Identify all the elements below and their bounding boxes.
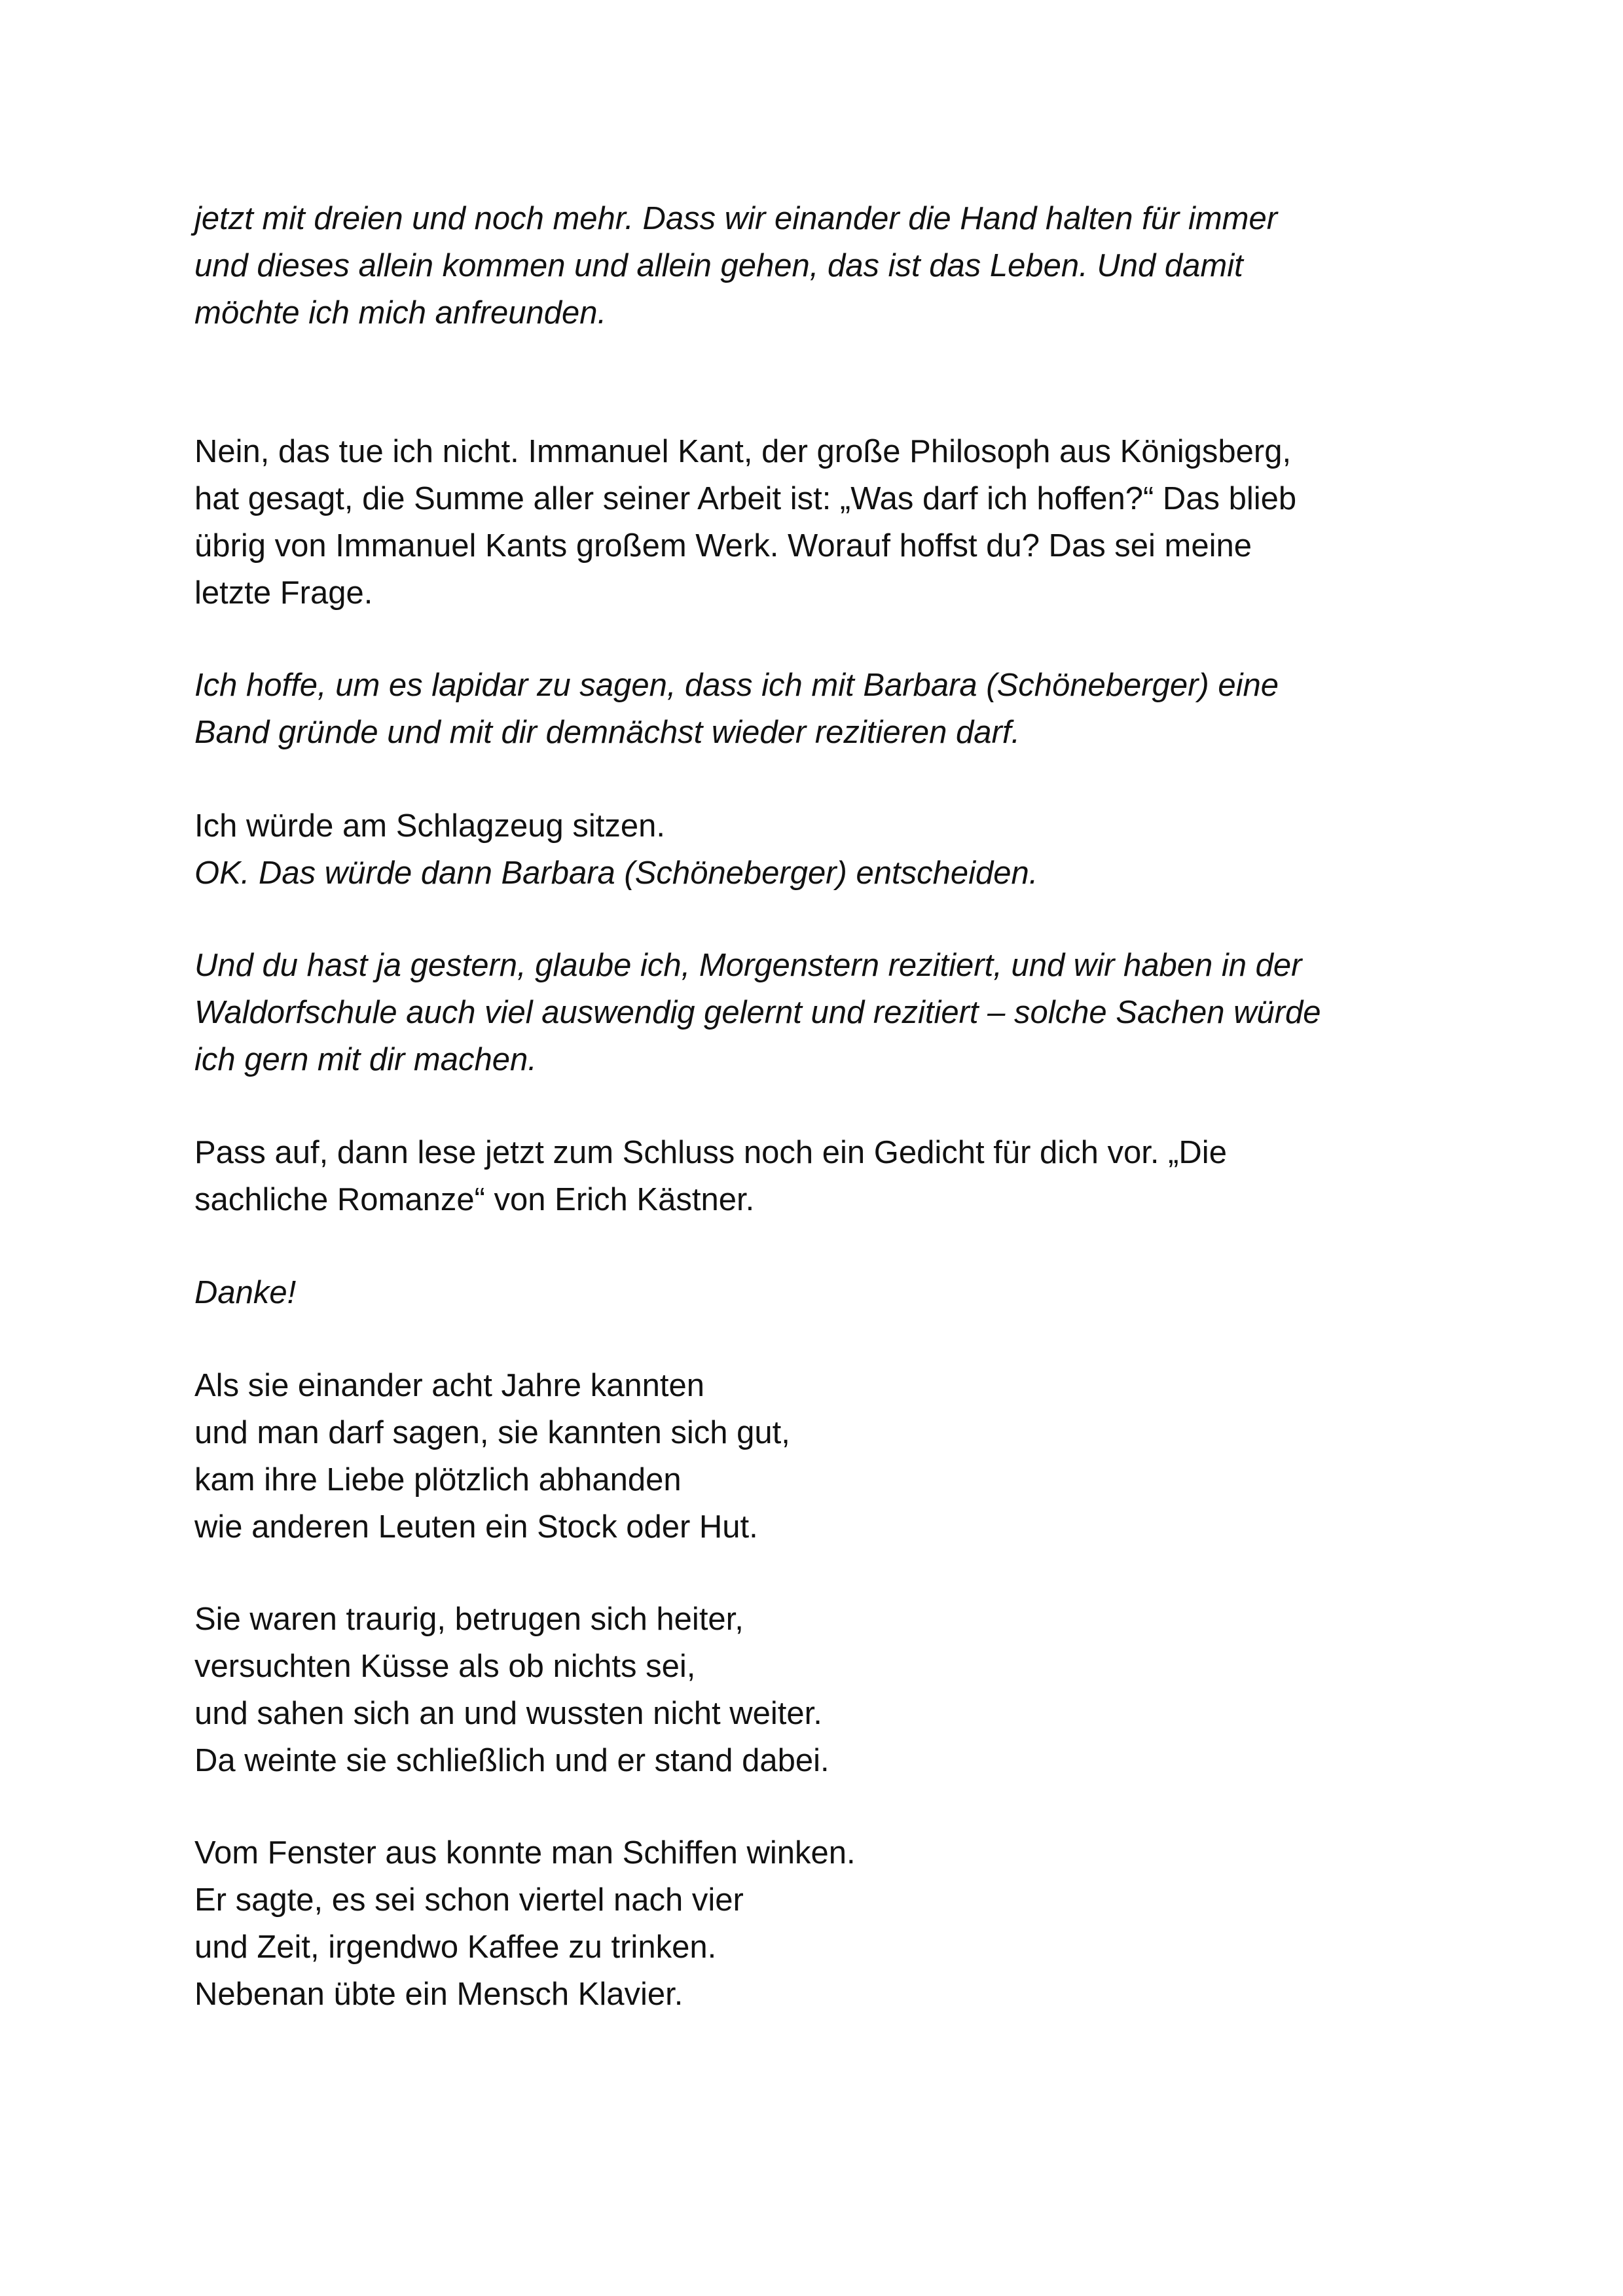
paragraph-3 — [194, 662, 1471, 756]
text-line: und man darf sagen, sie kannten sich gut, — [194, 1415, 790, 1450]
text-line: Nein, das tue ich nicht. Immanuel Kant, der große Philosoph aus Königsberg, — [194, 434, 1292, 469]
paragraph-6 — [194, 1129, 1471, 1223]
text-line: Er sagte, es sei schon viertel nach vier — [194, 1882, 744, 1918]
paragraph-7 — [194, 1269, 1471, 1316]
text-line: Und du hast ja gestern, glaube ich, Morgenstern rezitiert, und wir haben in der — [194, 948, 1302, 983]
text-line: ich gern mit dir machen. — [194, 1042, 537, 1077]
text-line: Vom Fenster aus konnte man Schiffen winken. — [194, 1835, 856, 1871]
text-line: Ich hoffe, um es lapidar zu sagen, dass ich mit Barbara (Schöneberger) eine — [194, 668, 1279, 703]
text-line: möchte ich mich anfreunden. — [194, 295, 607, 331]
text-line: Waldorfschule auch viel auswendig gelernt und rezitiert – solche Sachen würde — [194, 995, 1321, 1030]
text-line: und Zeit, irgendwo Kaffee zu trinken. — [194, 1929, 717, 1965]
text-line: letzte Frage. — [194, 575, 373, 611]
paragraph-1 — [194, 195, 1471, 336]
text-line: Nebenan übte ein Mensch Klavier. — [194, 1977, 684, 2012]
text-line: Als sie einander acht Jahre kannten — [194, 1368, 705, 1403]
poem-stanza-1 — [194, 1362, 1471, 1551]
text-line: Pass auf, dann lese jetzt zum Schluss noch ein Gedicht für dich vor. „Die — [194, 1135, 1227, 1170]
text-line: Ich würde am Schlagzeug sitzen. — [194, 808, 666, 844]
paragraph-5 — [194, 942, 1471, 1083]
text-line: hat gesagt, die Summe aller seiner Arbeit ist: „Was darf ich hoffen?“ Das blieb — [194, 481, 1297, 516]
text-line: OK. Das würde dann Barbara (Schöneberger) entscheiden. — [194, 855, 1038, 891]
text-line: Danke! — [194, 1275, 297, 1310]
text-line: Da weinte sie schließlich und er stand dabei. — [194, 1743, 830, 1778]
paragraph-4 — [194, 802, 1471, 897]
text-line: kam ihre Liebe plötzlich abhanden — [194, 1462, 682, 1498]
poem-stanza-2 — [194, 1596, 1471, 1784]
text-line: versuchten Küsse als ob nichts sei, — [194, 1649, 696, 1684]
poem-stanza-3 — [194, 1829, 1471, 2018]
text-line: und dieses allein kommen und allein gehen, das ist das Leben. Und damit — [194, 248, 1243, 283]
text-line: und sahen sich an und wussten nicht weiter. — [194, 1696, 822, 1731]
paragraph-2 — [194, 428, 1471, 617]
text-line: Band gründe und mit dir demnächst wieder rezitieren darf. — [194, 715, 1021, 750]
text-line: jetzt mit dreien und noch mehr. Dass wir einander die Hand halten für immer — [194, 201, 1278, 236]
text-line: wie anderen Leuten ein Stock oder Hut. — [194, 1509, 758, 1545]
text-line: übrig von Immanuel Kants großem Werk. Worauf hoffst du? Das sei meine — [194, 528, 1252, 564]
text-line: sachliche Romanze“ von Erich Kästner. — [194, 1182, 755, 1217]
text-line: Sie waren traurig, betrugen sich heiter, — [194, 1602, 744, 1637]
